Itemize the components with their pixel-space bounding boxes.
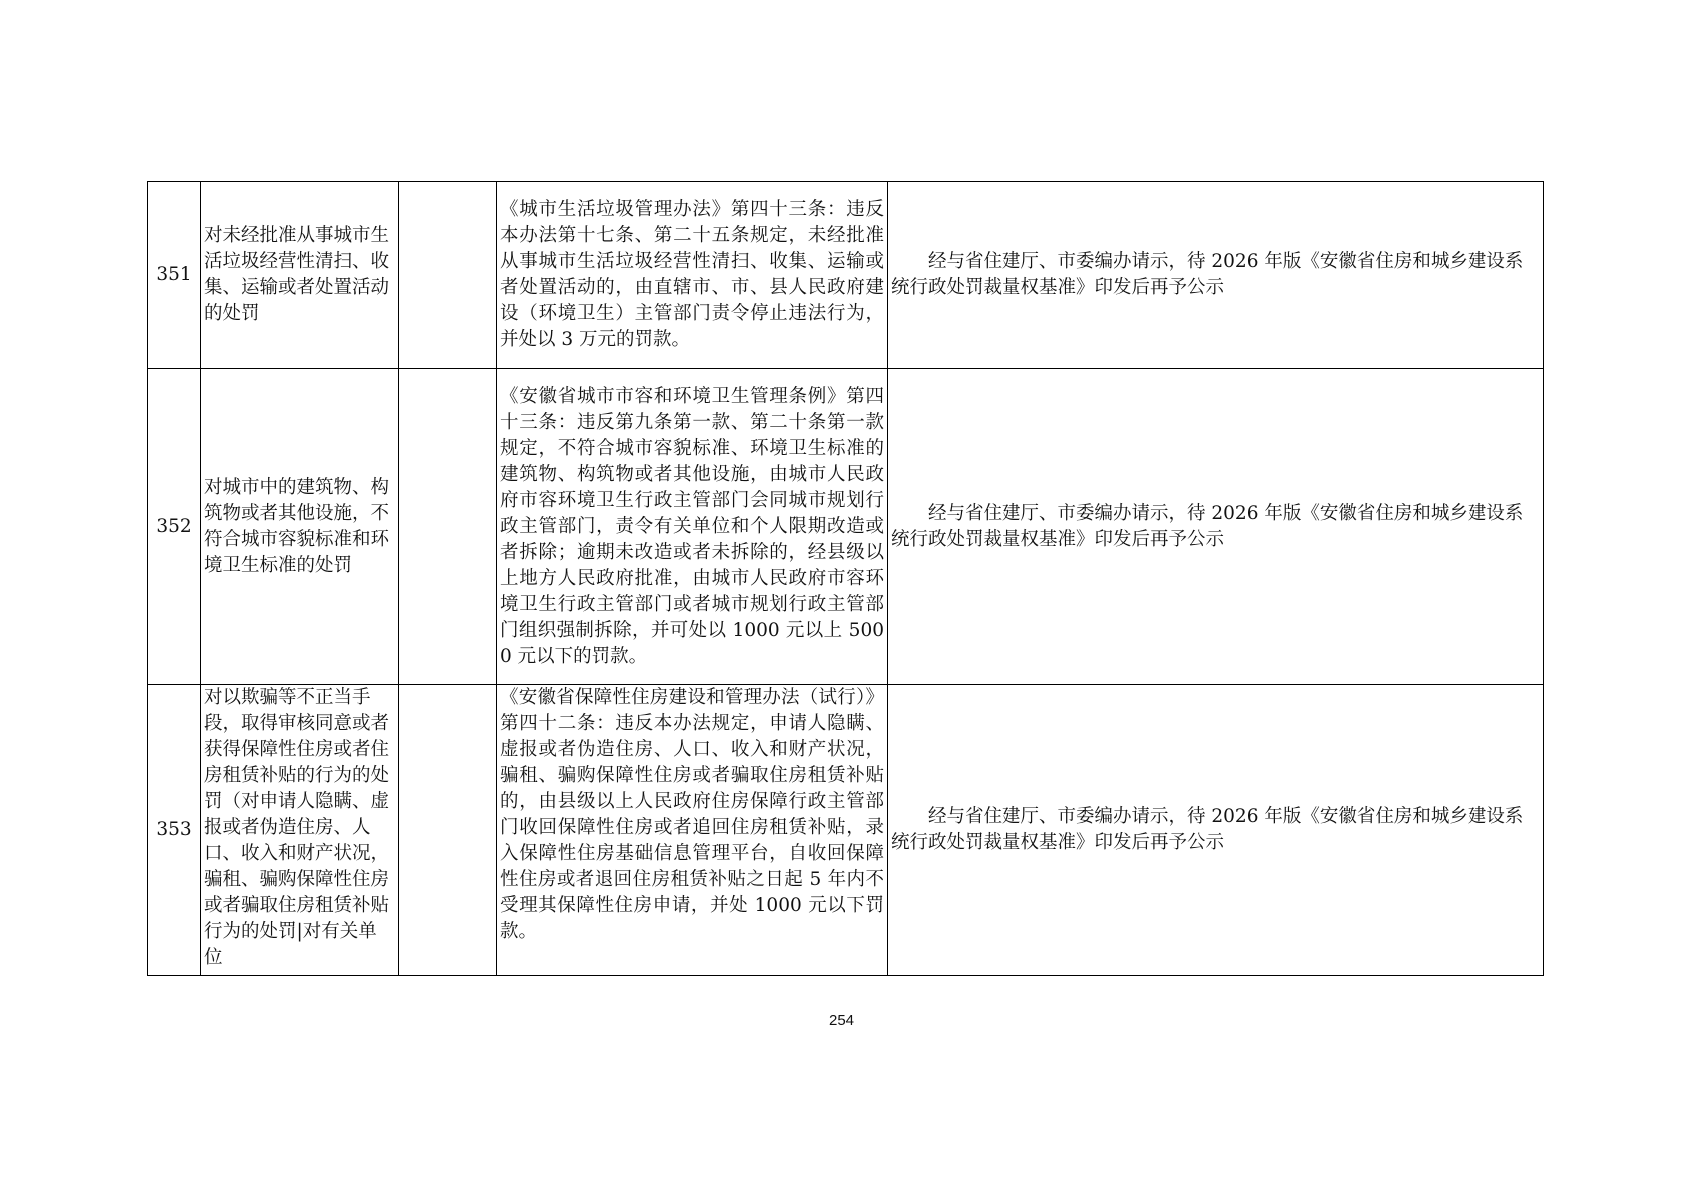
code-cell	[399, 369, 497, 685]
table-row	[148, 182, 1544, 369]
table-row	[148, 685, 1544, 976]
remark-text: 经与省住建厅、市委编办请示，待 2026 年版《安徽省住房和城乡建设系统行政处罚裁量权基准》印发后再予公示	[891, 502, 1524, 550]
code-cell	[399, 685, 497, 976]
row-number: 353	[148, 685, 201, 976]
legal-basis: 《安徽省保障性住房建设和管理办法（试行）》第四十二条：违反本办法规定，申请人隐瞒、虚报或者伪造住房、人口、收入和财产状况，骗租、骗购保障性住房或者骗取住房租赁补贴的，由县级以上人民政府住房保障行政主管部门收回保障性住房或者追回住房租赁补贴，录入保障性住房基础信息管理平台，自收回保障性住房或者退回住房租赁补贴之日起 5 年内不受理其保障性住房申请，并处 1000 元以下罚款。	[497, 685, 888, 976]
penalty-item: 对城市中的建筑物、构筑物或者其他设施，不符合城市容貌标准和环境卫生标准的处罚	[201, 369, 399, 685]
code-cell	[399, 182, 497, 369]
row-number: 352	[148, 369, 201, 685]
table-row	[148, 369, 1544, 685]
row-number: 351	[148, 182, 201, 369]
penalty-item: 对未经批准从事城市生活垃圾经营性清扫、收集、运输或者处置活动的处罚	[201, 182, 399, 369]
remark-cell	[888, 685, 1544, 976]
legal-basis: 《安徽省城市市容和环境卫生管理条例》第四十三条：违反第九条第一款、第二十条第一款规定，不符合城市容貌标准、环境卫生标准的建筑物、构筑物或者其他设施，由城市人民政府市容环境卫生行政主管部门会同城市规划行政主管部门，责令有关单位和个人限期改造或者拆除；逾期未改造或者未拆除的，经县级以上地方人民政府批准，由城市人民政府市容环境卫生行政主管部门或者城市规划行政主管部门组织强制拆除，并可处以 1000 元以上 5000 元以下的罚款。	[497, 369, 888, 685]
remark-cell	[888, 369, 1544, 685]
penalty-item: 对以欺骗等不正当手段，取得审核同意或者获得保障性住房或者住房租赁补贴的行为的处罚（对申请人隐瞒、虚报或者伪造住房、人口、收入和财产状况，骗租、骗购保障性住房或者骗取住房租赁补贴行为的处罚|对有关单位	[201, 685, 399, 976]
penalty-table	[147, 181, 1544, 976]
remark-text: 经与省住建厅、市委编办请示，待 2026 年版《安徽省住房和城乡建设系统行政处罚裁量权基准》印发后再予公示	[891, 251, 1524, 298]
remark-cell	[888, 182, 1544, 369]
page-number: 254	[828, 1012, 855, 1029]
remark-text: 经与省住建厅、市委编办请示，待 2026 年版《安徽省住房和城乡建设系统行政处罚裁量权基准》印发后再予公示	[891, 806, 1524, 853]
legal-basis: 《城市生活垃圾管理办法》第四十三条：违反本办法第十七条、第二十五条规定，未经批准从事城市生活垃圾经营性清扫、收集、运输或者处置活动的，由直辖市、市、县人民政府建设（环境卫生）主管部门责令停止违法行为，并处以 3 万元的罚款。	[497, 182, 888, 369]
